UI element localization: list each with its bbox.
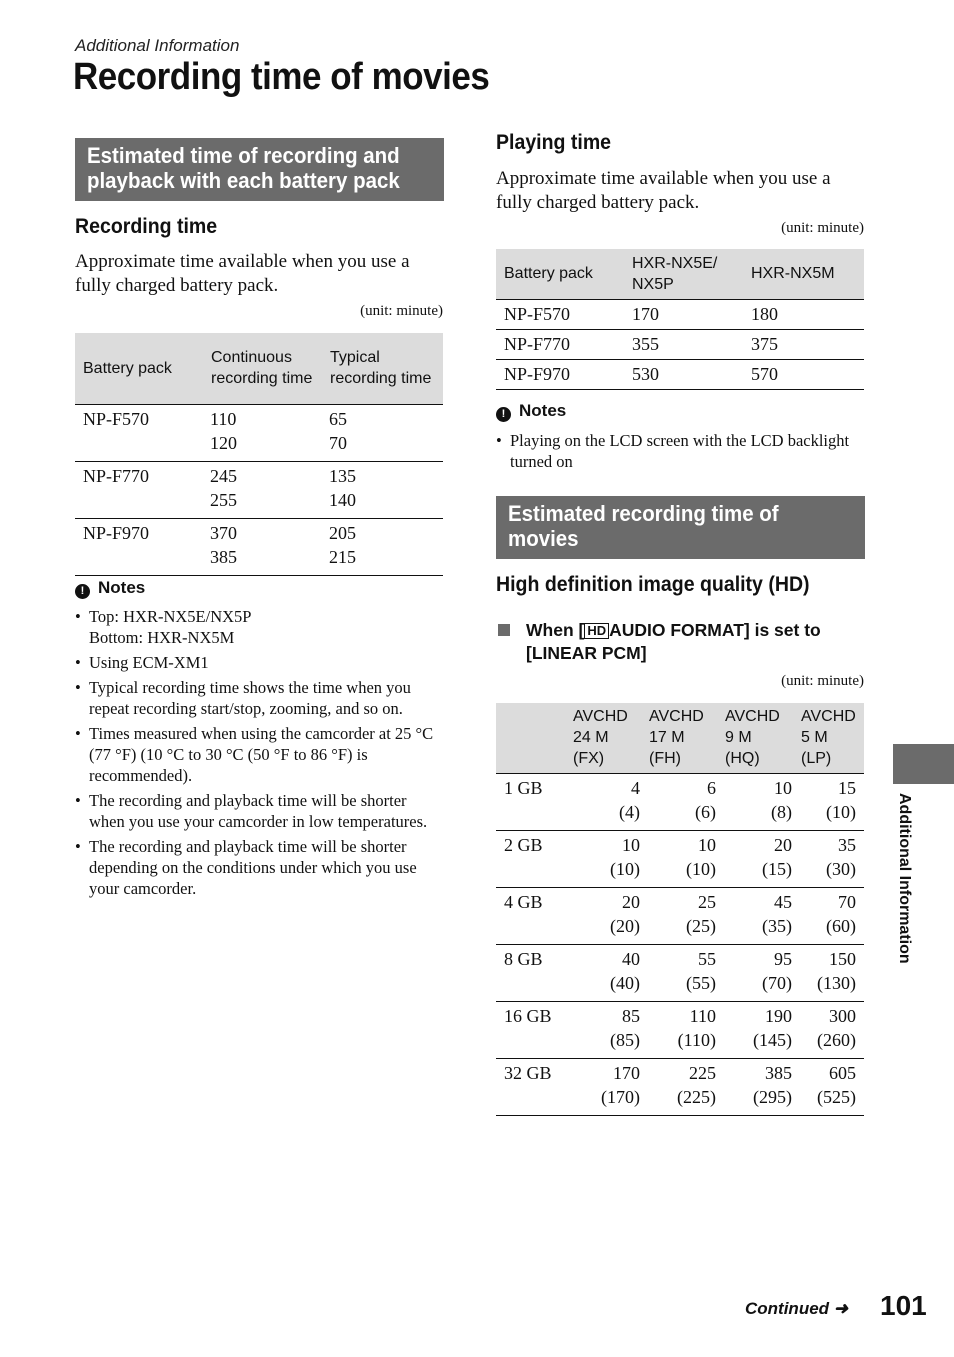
time-cell: 150 (130) <box>817 948 856 993</box>
time-cell: 85 (85) <box>610 1005 640 1050</box>
time-cell: 45 (35) <box>762 891 792 936</box>
capacity-cell: 2 GB <box>504 834 543 855</box>
notes-icon: ! <box>75 584 90 599</box>
table-cell: NP-F970 <box>504 364 571 384</box>
col-header-hq: AVCHD 9 M (HQ) <box>724 703 800 773</box>
time-cell: 225 (225) <box>677 1062 716 1107</box>
time-cell: 385 (295) <box>753 1062 792 1107</box>
time-cell: 10 (8) <box>771 777 792 822</box>
table-cell: 570 <box>751 364 778 384</box>
capacity-cell: 8 GB <box>504 948 543 969</box>
arrow-right-icon: ➜ <box>833 1299 849 1318</box>
list-item: • Top: HXR-NX5E/NX5P Bottom: HXR-NX5M <box>75 606 445 648</box>
capacity-cell: 1 GB <box>504 777 543 798</box>
hd-icon: HD <box>584 623 609 639</box>
table-row <box>496 944 864 1001</box>
table-cell: 375 <box>751 334 778 354</box>
time-cell: 170 (170) <box>601 1062 640 1107</box>
unit-label: (unit: minute) <box>781 220 864 236</box>
notes-heading: ! Notes <box>75 578 145 599</box>
table-header-row <box>496 703 864 773</box>
section-band-battery <box>75 138 444 201</box>
time-cell: 55 (55) <box>686 948 716 993</box>
col-header-fh: AVCHD 17 M (FH) <box>648 703 724 773</box>
list-item: • Times measured when using the camcorder at 25 °C (77 °F) (10 °C to 30 °C (50 °F to 86 °F) is recommended). <box>75 723 445 786</box>
table-cell: NP-F570 <box>504 304 571 324</box>
table-cell: 170 <box>632 304 659 324</box>
time-cell: 20 (15) <box>762 834 792 879</box>
table-row <box>496 329 864 359</box>
continuous-cell: 370 385 <box>210 522 237 567</box>
page-number: 101 <box>880 1290 927 1321</box>
section-kicker: Additional Information <box>75 36 240 55</box>
time-cell: 25 (25) <box>686 891 716 936</box>
table-row <box>496 299 864 329</box>
playing-time-table <box>496 249 864 390</box>
chapter-label: Additional Information <box>896 793 913 964</box>
table-row <box>496 359 864 389</box>
chapter-tab <box>893 744 954 784</box>
typical-cell: 65 70 <box>329 408 347 453</box>
time-cell: 6 (6) <box>695 777 716 822</box>
list-item: • The recording and playback time will be shorter depending on the conditions under which you use your camcorder. <box>75 836 445 899</box>
typical-cell: 205 215 <box>329 522 356 567</box>
playing-intro: Approximate time available when you use a fully charged battery pack. <box>496 168 831 213</box>
time-cell: 605 (525) <box>817 1062 856 1107</box>
notes-list <box>75 606 445 903</box>
col-header-battery: Battery pack <box>75 333 210 404</box>
time-cell: 35 (30) <box>826 834 856 879</box>
capacity-cell: 16 GB <box>504 1005 552 1026</box>
band-line-1: Estimated recording time of <box>508 501 779 526</box>
playing-time-heading: Playing time <box>496 131 612 154</box>
col-header-lp: AVCHD 5 M (LP) <box>800 703 864 773</box>
continued-label: Continued ➜ <box>745 1299 849 1318</box>
typical-cell: 135 140 <box>329 465 356 510</box>
table-row <box>75 404 443 461</box>
notes-icon: ! <box>496 407 511 422</box>
table-header-row <box>75 333 443 404</box>
hd-heading: High definition image quality (HD) <box>496 573 810 596</box>
notes-heading: ! Notes <box>496 401 566 422</box>
continuous-cell: 110 120 <box>210 408 237 453</box>
time-cell: 300 (260) <box>817 1005 856 1050</box>
capacity-cell: 32 GB <box>504 1062 552 1083</box>
time-cell: 15 (10) <box>826 777 856 822</box>
recording-time-heading: Recording time <box>75 215 218 238</box>
time-cell: 70 (60) <box>826 891 856 936</box>
table-row <box>75 518 443 575</box>
table-row <box>496 1058 864 1115</box>
table-cell: 355 <box>632 334 659 354</box>
time-cell: 4 (4) <box>619 777 640 822</box>
band-line-2: movies <box>508 526 579 551</box>
continuous-cell: 245 255 <box>210 465 237 510</box>
col-header-typical: Typical recording time <box>329 333 443 404</box>
battery-cell: NP-F770 <box>83 465 150 486</box>
table-cell: 180 <box>751 304 778 324</box>
battery-cell: NP-F570 <box>83 408 150 429</box>
hd-recording-table <box>496 703 864 1116</box>
section-band-movies <box>496 496 865 559</box>
col-header-battery: Battery pack <box>496 249 631 299</box>
band-line-1: Estimated time of recording and <box>87 143 400 168</box>
unit-label: (unit: minute) <box>360 303 443 319</box>
audio-format-condition: When [ HD AUDIO FORMAT] is set to [LINEAR PCM] <box>526 620 821 663</box>
col-header-fx: AVCHD 24 M (FX) <box>572 703 648 773</box>
list-item: • The recording and playback time will be shorter when you use your camcorder in low temperatures. <box>75 790 445 832</box>
table-row <box>496 1001 864 1058</box>
time-cell: 40 (40) <box>610 948 640 993</box>
time-cell: 110 (110) <box>677 1005 716 1050</box>
col-header-continuous: Continuous recording time <box>210 333 329 404</box>
list-item: • Using ECM-XM1 <box>75 652 445 673</box>
recording-intro: Approximate time available when you use a fully charged battery pack. <box>75 251 410 296</box>
list-item: • Playing on the LCD screen with the LCD backlight turned on <box>496 430 866 472</box>
list-item: • Typical recording time shows the time when you repeat recording start/stop, zooming, and so on. <box>75 677 445 719</box>
table-row <box>496 887 864 944</box>
time-cell: 10 (10) <box>610 834 640 879</box>
table-row <box>75 461 443 518</box>
band-line-2: playback with each battery pack <box>87 168 400 193</box>
time-cell: 95 (70) <box>762 948 792 993</box>
col-header-nx5m: HXR-NX5M <box>750 249 864 299</box>
col-header-nx5e: HXR-NX5E/ NX5P <box>631 249 750 299</box>
time-cell: 10 (10) <box>686 834 716 879</box>
notes-list <box>496 430 866 476</box>
recording-time-table <box>75 333 443 576</box>
table-header-row <box>496 249 864 299</box>
time-cell: 20 (20) <box>610 891 640 936</box>
col-header-capacity <box>496 703 572 773</box>
page-title: Recording time of movies <box>73 56 490 98</box>
capacity-cell: 4 GB <box>504 891 543 912</box>
table-cell: NP-F770 <box>504 334 571 354</box>
table-row <box>496 773 864 830</box>
unit-label: (unit: minute) <box>781 673 864 689</box>
square-bullet <box>498 623 510 641</box>
table-cell: 530 <box>632 364 659 384</box>
battery-cell: NP-F970 <box>83 522 150 543</box>
table-row <box>496 830 864 887</box>
time-cell: 190 (145) <box>753 1005 792 1050</box>
